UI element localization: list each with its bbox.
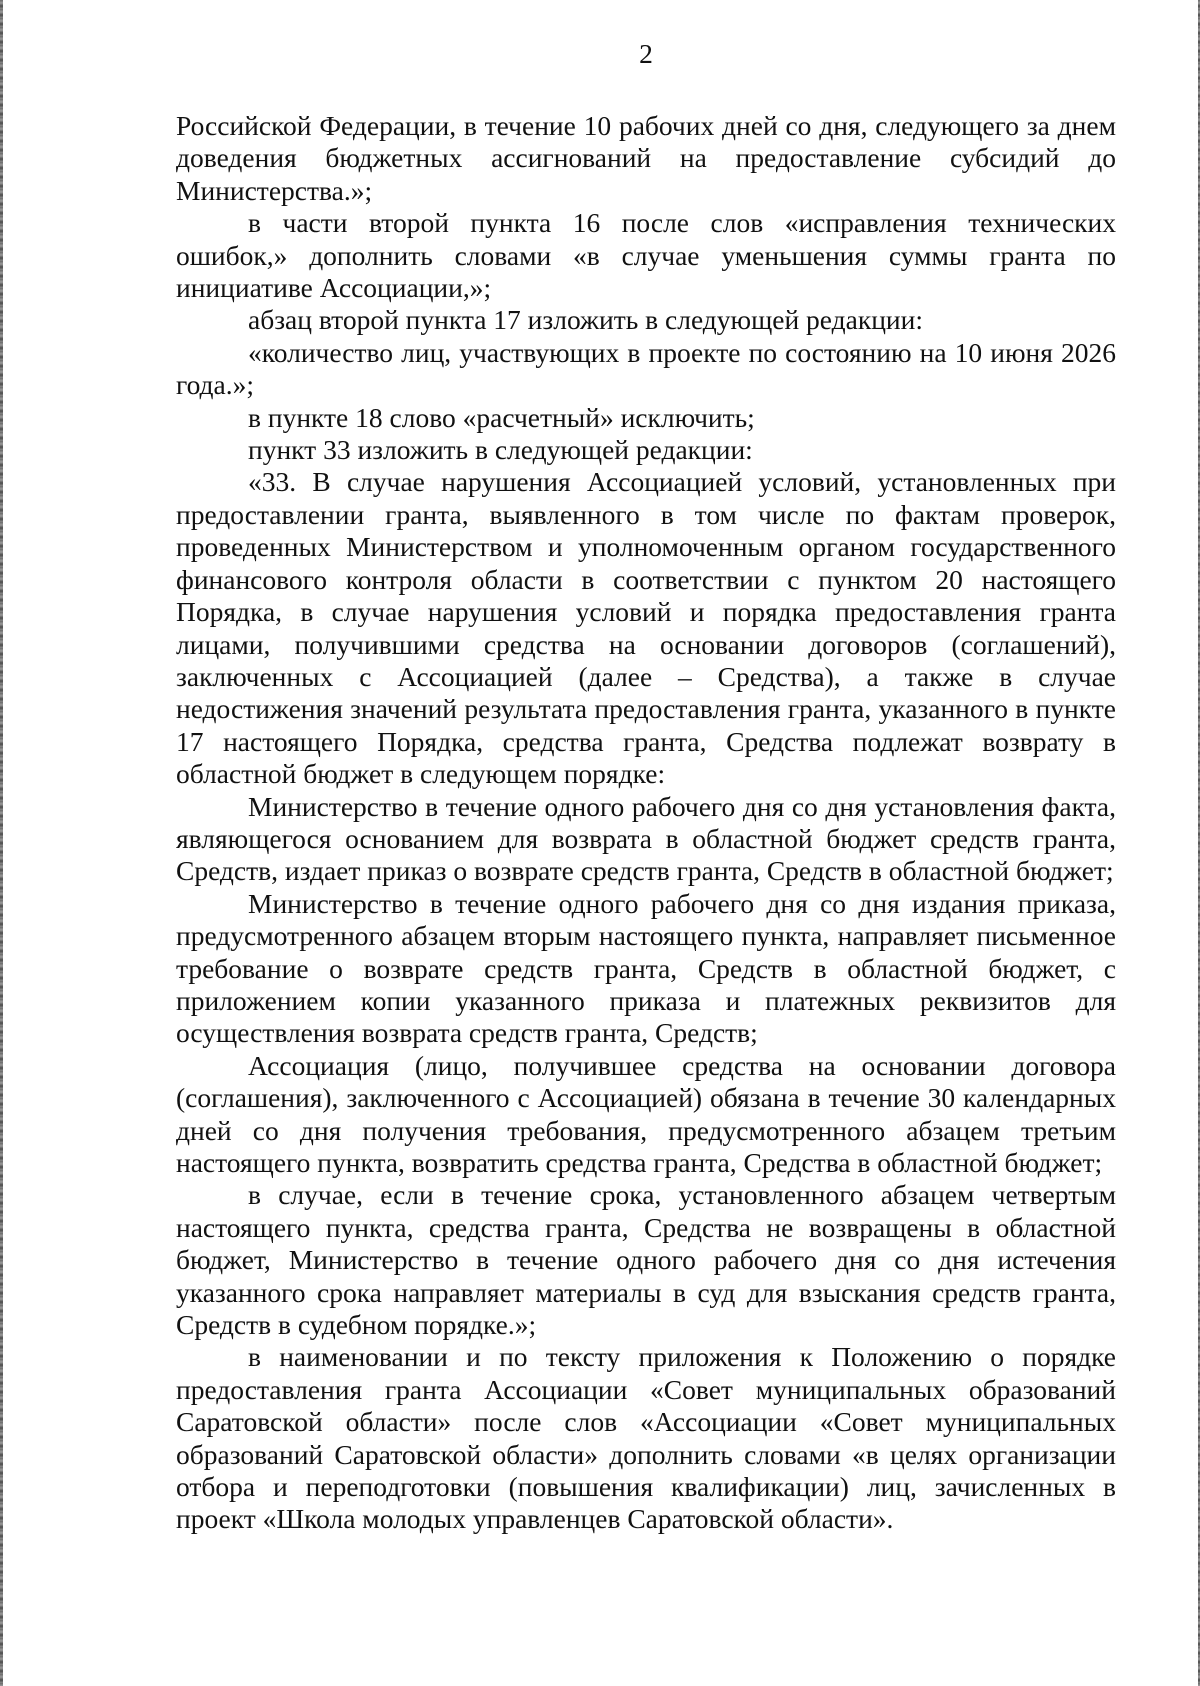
paragraph-amend-point-16: в части второй пункта 16 после слов «исправления технических ошибок,» дополнить словами «в случае уменьшения суммы гранта по инициативе Ассоциации,»; — [176, 207, 1116, 304]
page-number: 2 — [639, 38, 653, 69]
paragraph-ministry-order: Министерство в течение одного рабочего дня со дня установления факта, являющегося основанием для возврата в областной бюджет средств гранта, Средств, издает приказ о возврате средств гранта, Средств в областной бюджет; — [176, 790, 1116, 887]
paragraph-amend-point-33: пункт 33 изложить в следующей редакции: — [248, 434, 753, 466]
paragraph-point-17-text: «количество лиц, участвующих в проекте по состоянию на 10 июня 2026 года.»; — [176, 336, 1116, 401]
paragraph-association-obligation: Ассоциация (лицо, получившее средства на основании договора (соглашения), заключенного с Ассоциацией) обязана в течение 30 календарных дней со дня получения требования, предусмотренного абзацем третьим настоящего пункта, возвратить средства гранта, Средства в областной бюджет; — [176, 1049, 1116, 1178]
paragraph-appendix-amendment: в наименовании и по тексту приложения к Положению о порядке предоставления гранта Ассоциации «Совет муниципальных образований Саратовской области» после слов «Ассоциации «Совет муниципальных образований Саратовской области» дополнить словами «в целях организации отбора и переподготовки (повышения квалификации) лиц, зачисленных в проект «Школа молодых управленцев Саратовской области». — [176, 1341, 1116, 1535]
paragraph-ministry-demand: Министерство в течение одного рабочего дня со дня издания приказа, предусмотренного абзацем вторым настоящего пункта, направляет письменное требование о возврате средств гранта, Средств в областной бюджет, с приложением копии указанного приказа и платежных реквизитов для осуществления возврата средств гранта, Средств; — [176, 887, 1116, 1049]
paragraph-court-recovery: в случае, если в течение срока, установленного абзацем четвертым настоящего пункта, средства гранта, Средства не возвращены в областной бюджет, Министерство в течение одного рабочего дня со дня истечения указанного срока направляет материалы в суд для взыскания средств гранта, Средств в судебном порядке.»; — [176, 1179, 1116, 1341]
paragraph-continuation: Российской Федерации, в течение 10 рабочих дней со дня, следующего за днем доведения бюджетных ассигнований на предоставление субсидий до Министерства.»; — [176, 110, 1116, 206]
paragraph-point-33-text: «33. В случае нарушения Ассоциацией условий, установленных при предоставлении гранта, выявленного в том числе по фактам проверок, проведенных Министерством и уполномоченным органом государственного финансового контроля области в соответствии с пунктом 20 настоящего Порядка, в случае нарушения условий и порядка предоставления гранта лицами, получившими средства на основании договоров (соглашений), заключенных с Ассоциацией (далее – Средства), а также в случае недостижения значений результата предоставления гранта, указанного в пункте 17 настоящего Порядка, средства гранта, Средства подлежат возврату в областной бюджет в следующем порядке: — [176, 466, 1116, 790]
document-page — [176, 30, 1116, 1536]
scan-left-edge — [0, 0, 3, 1686]
paragraph-amend-point-18: в пункте 18 слово «расчетный» исключить; — [248, 401, 755, 433]
paragraph-amend-point-17: абзац второй пункта 17 изложить в следующей редакции: — [248, 304, 923, 336]
